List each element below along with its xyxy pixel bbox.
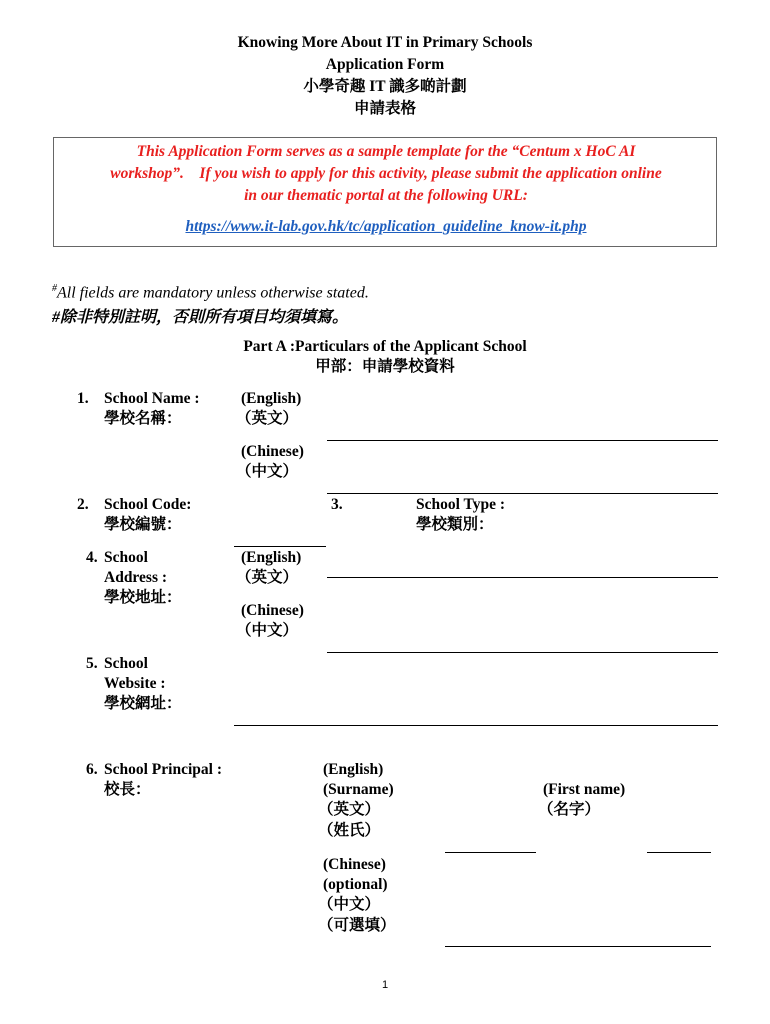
- school-address-english-field[interactable]: [327, 577, 718, 578]
- school-address-english-label-zh: （英文）: [236, 569, 299, 586]
- notice-line-1: This Application Form serves as a sample template for the “Centum x HoC AI: [136, 143, 636, 160]
- school-address-english-label: (English): [241, 549, 302, 566]
- school-address-chinese-field[interactable]: [327, 652, 718, 653]
- school-code-field[interactable]: [234, 546, 326, 547]
- mandatory-note-en: [52, 283, 369, 302]
- principal-first-name-label: (First name): [543, 781, 626, 798]
- school-type-label-zh: 學校類別：: [416, 516, 494, 533]
- part-a-title-zh: 甲部：申請學校資料: [315, 358, 455, 375]
- school-address-chinese-label-zh: （中文）: [236, 622, 299, 639]
- school-name-label-en: School Name :: [104, 390, 200, 407]
- form-subtitle-en: Application Form: [325, 56, 445, 73]
- notice-text: [54, 141, 718, 207]
- form-title-zh: 小學奇趣 IT 識多啲計劃: [303, 78, 467, 95]
- school-name-chinese-label-zh: （中文）: [236, 463, 299, 480]
- mandatory-marker: #: [52, 283, 57, 294]
- principal-surname-field[interactable]: [445, 852, 536, 853]
- part-a-title-en: Part A :Particulars of the Applicant School: [243, 338, 527, 355]
- school-address-label-en-1: School: [104, 549, 148, 566]
- school-website-field[interactable]: [234, 725, 718, 726]
- school-website-label-en-1: School: [104, 655, 148, 672]
- school-code-label-zh: 學校編號：: [104, 516, 182, 533]
- school-name-english-label-zh: （英文）: [236, 410, 299, 427]
- form-subtitle-zh: 申請表格: [353, 100, 416, 117]
- school-address-label-zh: 學校地址：: [104, 589, 182, 606]
- principal-chinese-label: (Chinese): [323, 856, 386, 873]
- application-url-link[interactable]: https://www.it-lab.gov.hk/tc/application_guideline_know-it.php: [185, 218, 587, 235]
- notice-line-3: in our thematic portal at the following URL:: [244, 187, 528, 204]
- school-name-english-label: (English): [241, 390, 302, 407]
- school-address-number: 4.: [86, 549, 98, 566]
- principal-optional-label: (optional): [323, 876, 388, 893]
- principal-surname-label-zh: （姓氏）: [318, 822, 381, 839]
- principal-optional-label-zh: （可選填）: [318, 917, 396, 934]
- school-name-label-zh: 學校名稱：: [104, 410, 182, 427]
- school-website-label-en-2: Website :: [104, 675, 166, 692]
- principal-english-label-zh: （英文）: [318, 801, 381, 818]
- principal-number: 6.: [86, 761, 98, 778]
- school-name-number: 1.: [77, 390, 89, 407]
- notice-box: [53, 137, 717, 247]
- mandatory-note-zh: #除非特別註明，否則所有項目均須填寫。: [52, 309, 349, 326]
- school-code-label-en: School Code:: [104, 496, 192, 513]
- school-address-label-en-2: Address :: [104, 569, 168, 586]
- principal-surname-label: (Surname): [323, 781, 394, 798]
- principal-first-name-label-zh: （名字）: [538, 801, 601, 818]
- principal-label-en: School Principal :: [104, 761, 222, 778]
- form-title-en: Knowing More About IT in Primary Schools: [237, 34, 533, 51]
- page-number: 1: [381, 979, 389, 991]
- school-code-number: 2.: [77, 496, 89, 513]
- principal-english-label: (English): [323, 761, 384, 778]
- school-name-chinese-label: (Chinese): [241, 443, 304, 460]
- principal-first-name-field[interactable]: [647, 852, 711, 853]
- notice-line-2: workshop”. If you wish to apply for this activity, please submit the application online: [110, 165, 662, 182]
- mandatory-text-en: All fields are mandatory unless otherwise stated.: [57, 284, 369, 302]
- principal-chinese-label-zh: （中文）: [318, 896, 381, 913]
- school-type-number: 3.: [331, 496, 343, 513]
- school-name-english-field[interactable]: [327, 440, 718, 441]
- principal-label-zh: 校長：: [104, 781, 151, 798]
- school-name-chinese-field[interactable]: [327, 493, 718, 494]
- school-website-label-zh: 學校網址：: [104, 695, 182, 712]
- principal-chinese-field[interactable]: [445, 946, 711, 947]
- school-type-label-en: School Type :: [416, 496, 505, 513]
- school-address-chinese-label: (Chinese): [241, 602, 304, 619]
- school-website-number: 5.: [86, 655, 98, 672]
